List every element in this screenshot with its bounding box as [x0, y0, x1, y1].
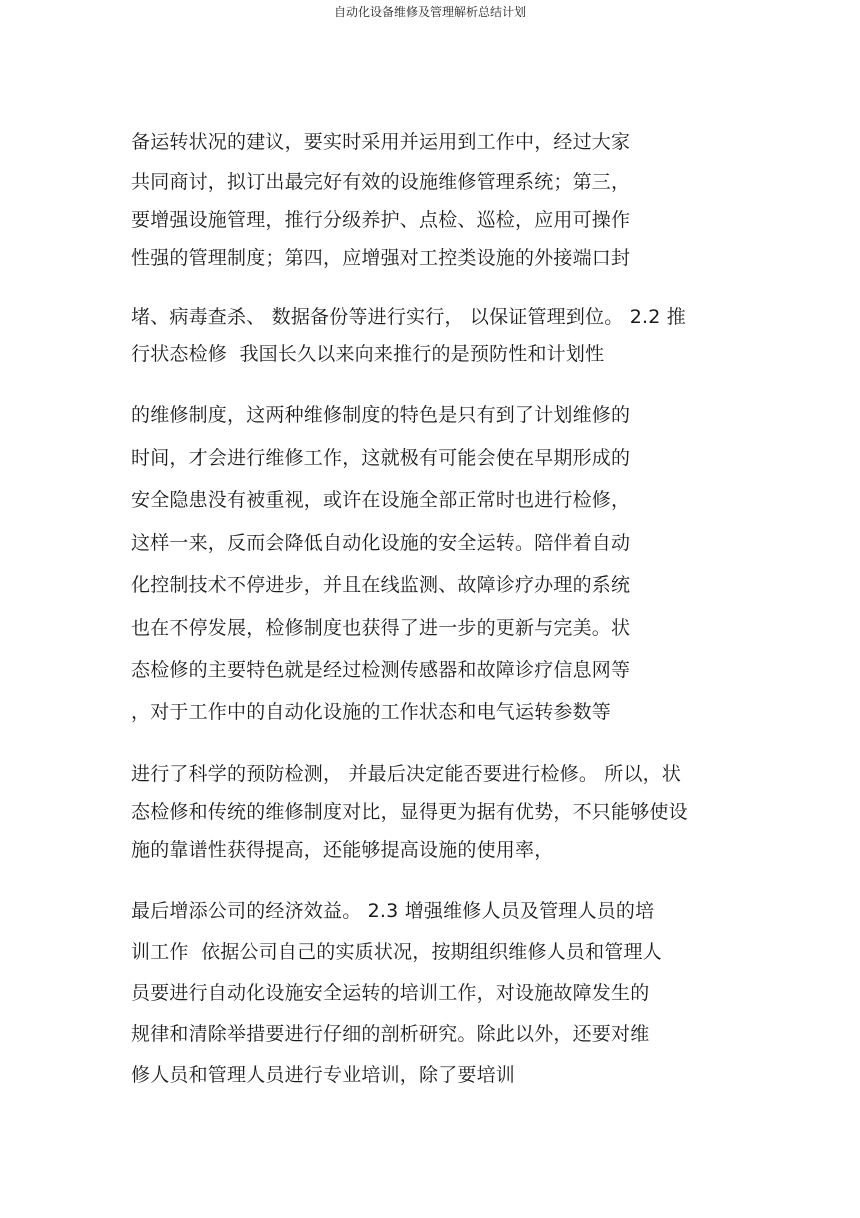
text-line: ，对于工作中的自动化设施的工作状态和电气运转参数等: [131, 701, 612, 723]
text-line: 行状态检修 我国长久以来向来推行的是预防性和计划性: [131, 343, 605, 365]
text-line: 最后增添公司的经济效益。 2.3 增强维修人员及管理人员的培: [131, 900, 655, 922]
text-line: 要增强设施管理，推行分级养护、点检、巡检，应用可操作: [131, 209, 631, 231]
text-line: 态检修和传统的维修制度对比，显得更为据有优势，不只能够使设: [131, 801, 688, 823]
text-line: 规律和清除举措要进行仔细的剖析研究。除此以外，还要对维: [131, 1023, 650, 1045]
text-line: 这样一来，反而会降低自动化设施的安全运转。陪伴着自动: [131, 532, 631, 554]
text-line: 备运转状况的建议，要实时采用并运用到工作中，经过大家: [131, 131, 631, 153]
text-line: 训工作 依据公司自己的实质状况，按期组织维修人员和管理人: [131, 941, 662, 963]
text-line: 时间，才会进行维修工作，这就极有可能会使在早期形成的: [131, 447, 631, 469]
text-line: 态检修的主要特色就是经过检测传感器和故障诊疗信息网等: [131, 659, 631, 681]
text-line: 安全隐患没有被重视，或许在设施全部正常时也进行检修，: [131, 489, 631, 511]
text-line: 性强的管理制度；第四，应增强对工控类设施的外接端口封: [131, 247, 631, 269]
text-line: 堵、病毒查杀、 数据备份等进行实行， 以保证管理到位。 2.2 推: [131, 306, 686, 328]
text-line: 共同商讨，拟订出最完好有效的设施维修管理系统；第三，: [131, 171, 631, 193]
running-header: 自动化设备维修及管理解析总结计划: [333, 5, 526, 19]
text-line: 修人员和管理人员进行专业培训，除了要培训: [131, 1064, 516, 1086]
text-line: 进行了科学的预防检测， 并最后决定能否要进行检修。 所以，状: [131, 763, 682, 785]
text-line: 的维修制度，这两种维修制度的特色是只有到了计划维修的: [131, 404, 631, 426]
text-line: 也在不停发展，检修制度也获得了进一步的更新与完美。状: [131, 617, 631, 639]
text-line: 施的靠谱性获得提高，还能够提高设施的使用率，: [131, 839, 554, 861]
text-line: 员要进行自动化设施安全运转的培训工作，对设施故障发生的: [131, 982, 650, 1004]
text-line: 化控制技术不停进步，并且在线监测、故障诊疗办理的系统: [131, 574, 631, 596]
